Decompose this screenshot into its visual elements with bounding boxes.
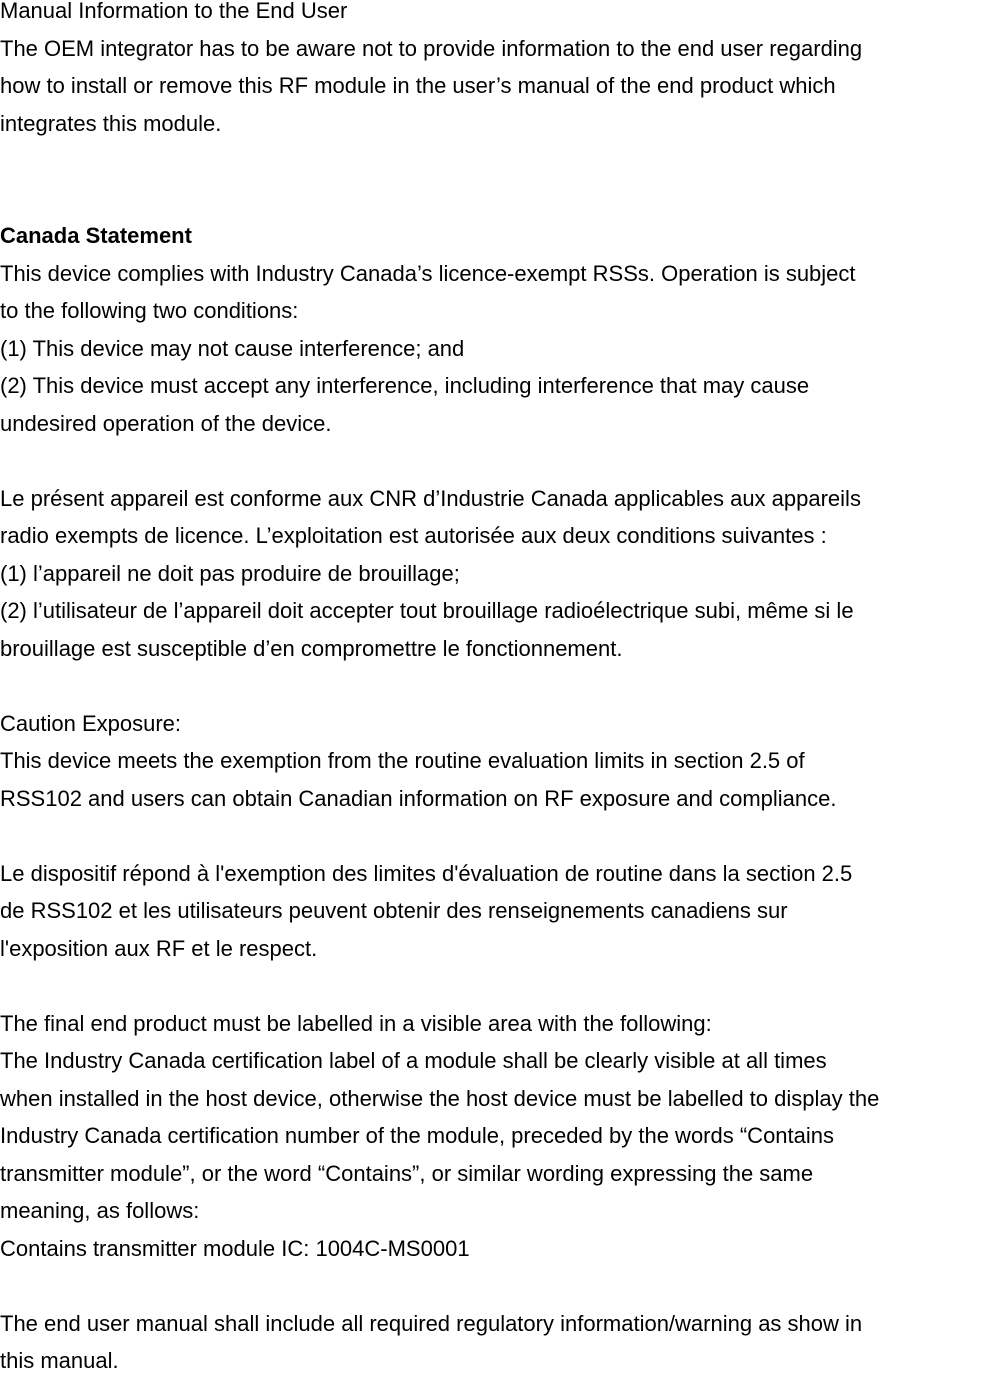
canada-french-condition-2: (2) l’utilisateur de l’appareil doit accepter tout brouillage radioélectrique subi, même si le	[0, 598, 854, 623]
canada-condition-2: (2) This device must accept any interference, including interference that may cause	[0, 373, 810, 398]
caution-exposure-section	[0, 705, 988, 968]
closing-line: The end user manual shall include all required regulatory information/warning as show in	[0, 1310, 863, 1336]
caution-exposure-french-line: l'exposition aux RF et le respect.	[0, 935, 318, 961]
manual-information-line: how to install or remove this RF module in the user’s manual of the end product which	[0, 73, 836, 98]
labelling-line: The Industry Canada certification label of a module shall be clearly visible at all times	[0, 1048, 827, 1073]
canada-condition-1: (1) This device may not cause interference; and	[0, 335, 465, 361]
paragraph-spacer	[0, 1267, 988, 1305]
caution-exposure-heading: Caution Exposure:	[0, 710, 181, 736]
paragraph-spacer	[0, 667, 988, 705]
caution-exposure-french-line: de RSS102 et les utilisateurs peuvent obtenir des renseignements canadiens sur	[0, 898, 788, 923]
labelling-line: transmitter module”, or the word “Contains”, or similar wording expressing the same	[0, 1160, 814, 1186]
closing-section	[0, 1305, 988, 1380]
manual-information-line: The OEM integrator has to be aware not to provide information to the end user regarding	[0, 35, 863, 61]
canada-statement-line: to the following two conditions:	[0, 298, 299, 323]
labelling-section	[0, 1005, 988, 1268]
paragraph-spacer	[0, 142, 988, 180]
canada-statement-french-line: brouillage est susceptible d’en compromettre le fonctionnement.	[0, 635, 623, 661]
manual-information-heading: Manual Information to the End User	[0, 0, 348, 23]
labelling-line: meaning, as follows:	[0, 1198, 200, 1223]
labelling-line: when installed in the host device, otherwise the host device must be labelled to display the	[0, 1085, 880, 1111]
caution-exposure-line: This device meets the exemption from the routine evaluation limits in section 2.5 of	[0, 748, 805, 773]
manual-information-section	[0, 0, 988, 142]
canada-statement-line: This device complies with Industry Canada’s licence-exempt RSSs. Operation is subject	[0, 260, 856, 286]
canada-french-condition-1: (1) l’appareil ne doit pas produire de brouillage;	[0, 560, 460, 586]
canada-statement-heading: Canada Statement	[0, 223, 192, 248]
labelling-line: The final end product must be labelled in a visible area with the following:	[0, 1010, 712, 1036]
canada-statement-section	[0, 217, 988, 667]
ic-label-text: Contains transmitter module IC: 1004C-MS0001	[0, 1235, 470, 1261]
paragraph-spacer	[0, 442, 988, 480]
caution-exposure-french-line: Le dispositif répond à l'exemption des limites d'évaluation de routine dans la section 2.5	[0, 860, 853, 886]
caution-exposure-line: RSS102 and users can obtain Canadian information on RF exposure and compliance.	[0, 785, 837, 811]
paragraph-spacer	[0, 817, 988, 855]
canada-statement-line: undesired operation of the device.	[0, 410, 332, 436]
manual-information-line: integrates this module.	[0, 110, 222, 136]
closing-line: this manual.	[0, 1348, 119, 1373]
paragraph-spacer	[0, 967, 988, 1005]
labelling-line: Industry Canada certification number of the module, preceded by the words “Contains	[0, 1123, 835, 1148]
canada-statement-french-line: Le présent appareil est conforme aux CNR d’Industrie Canada applicables aux appareils	[0, 485, 861, 511]
canada-statement-french-line: radio exempts de licence. L’exploitation est autorisée aux deux conditions suivantes :	[0, 523, 827, 548]
paragraph-spacer	[0, 180, 988, 218]
